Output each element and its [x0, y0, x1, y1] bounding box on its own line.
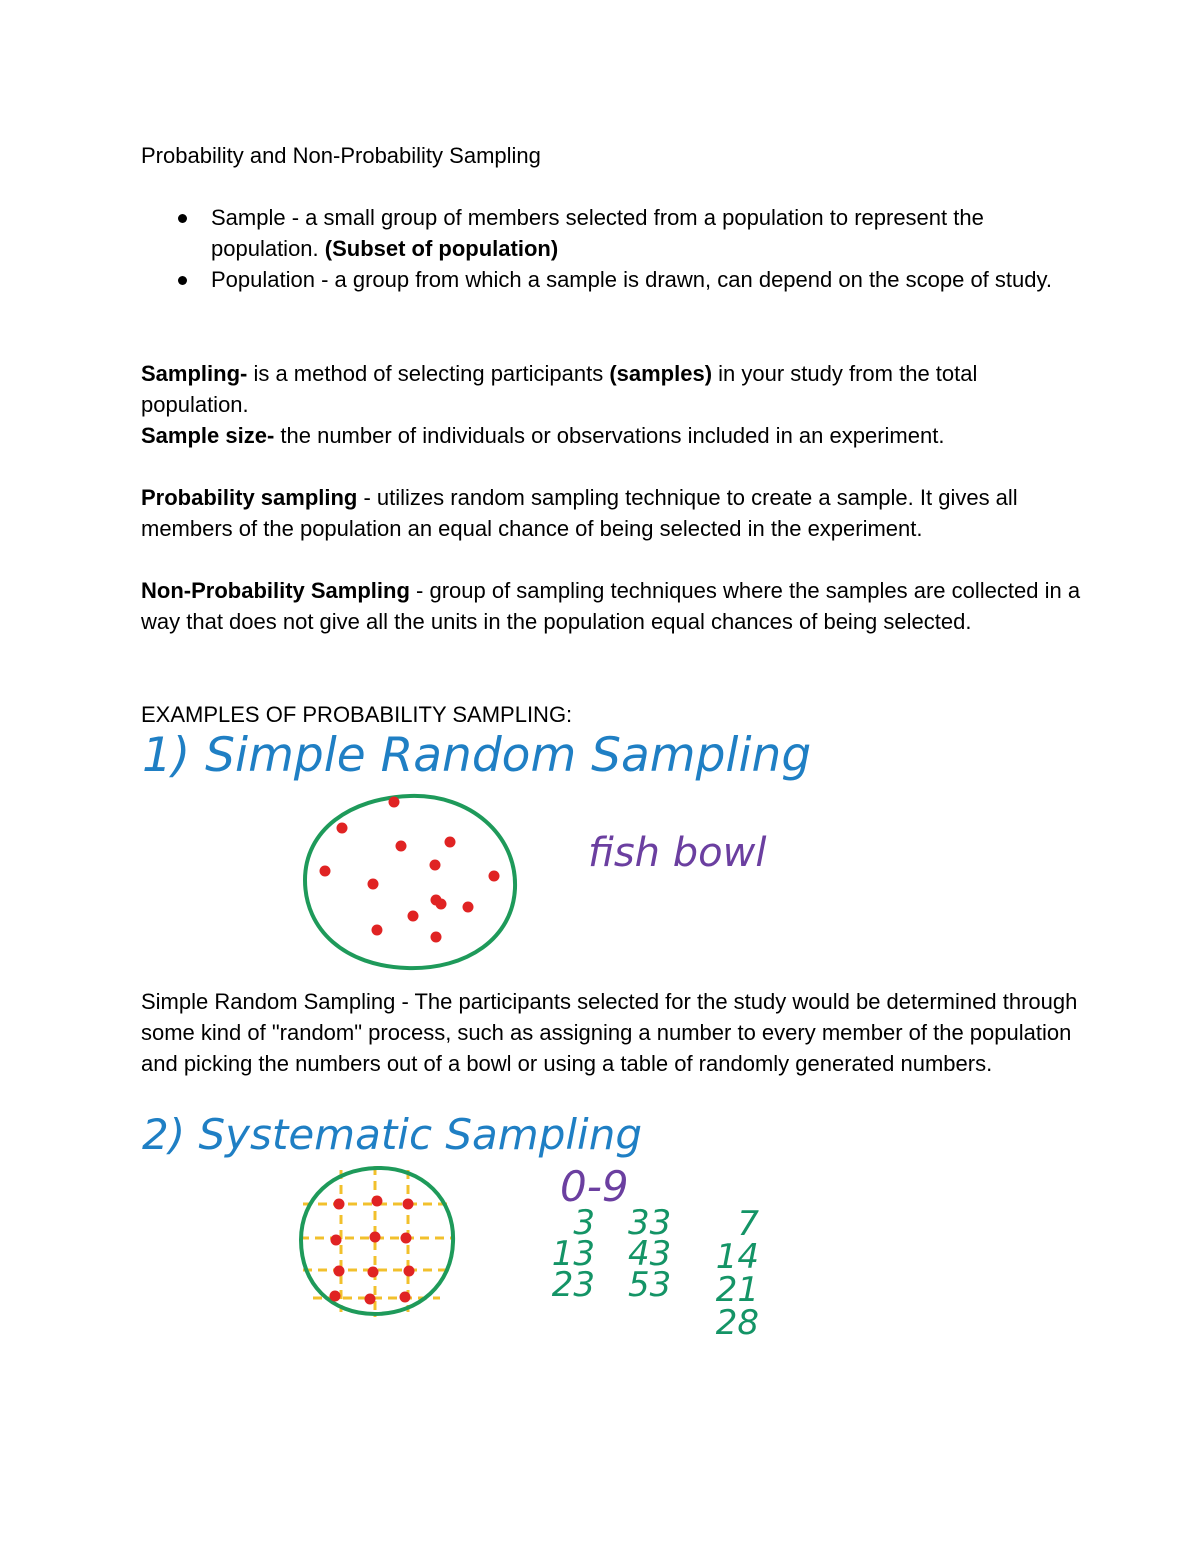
grid-dot — [404, 1266, 415, 1277]
sample-dot — [372, 925, 383, 936]
grid-dot — [334, 1199, 345, 1210]
grid-dot — [370, 1232, 381, 1243]
grid-dot — [403, 1199, 414, 1210]
bullet-sample — [141, 202, 1081, 264]
sample-dot — [431, 932, 442, 943]
number-item: 3 — [573, 1203, 595, 1243]
probability-sampling-definition — [141, 482, 1081, 544]
page-title: Probability and Non-Probability Sampling — [141, 143, 541, 168]
sample-dot — [389, 797, 400, 808]
sample-size-term: Sample size- — [141, 423, 275, 448]
bullet-sample-bold: (Subset of population) — [324, 236, 559, 261]
sample-size-definition — [141, 420, 1081, 451]
number-column-1 — [535, 1203, 595, 1305]
number-item: 23 — [551, 1265, 595, 1305]
probability-sampling-term: Probability sampling — [141, 485, 358, 510]
sampling-term: Sampling- — [141, 361, 248, 386]
range-label: 0-9 — [560, 1162, 629, 1211]
systematic-grid-diagram — [295, 1162, 460, 1322]
sample-dot — [489, 871, 500, 882]
number-item: 21 — [715, 1270, 759, 1310]
number-item: 7 — [737, 1204, 759, 1244]
sampling-definition — [141, 358, 1081, 420]
sampling-bold-samples: (samples) — [609, 361, 713, 386]
probability-sampling-text: - utilizes random sampling technique to create a sample. It gives all members of the population an equal chance of being selected in the experiment. — [141, 485, 1018, 541]
number-item: 14 — [715, 1237, 759, 1277]
sampling-text-2: in your study from the total population. — [141, 361, 978, 417]
grid-dot — [368, 1267, 379, 1278]
sample-dot — [430, 860, 441, 871]
sample-dot — [320, 866, 331, 877]
simple-random-heading: 1) Simple Random Sampling — [142, 728, 812, 783]
sample-dot — [436, 899, 447, 910]
grid-dot — [330, 1291, 341, 1302]
number-column-3 — [714, 1204, 759, 1343]
sample-dot — [396, 841, 407, 852]
number-item: 13 — [551, 1234, 595, 1274]
bullet-sample-text: Sample - a small group of members selected from a population to represent the population. — [211, 205, 984, 261]
sample-dot — [368, 879, 379, 890]
grid-dot — [401, 1233, 412, 1244]
bullet-population-text: Population - a group from which a sample is drawn, can depend on the scope of study. — [211, 267, 1052, 292]
grid-dot — [331, 1235, 342, 1246]
fish-bowl-diagram — [295, 790, 525, 975]
number-item: 53 — [628, 1265, 672, 1305]
sample-dot — [337, 823, 348, 834]
sample-dot — [463, 902, 474, 913]
bullet-population — [141, 264, 1081, 295]
grid-dot — [365, 1294, 376, 1305]
number-item: 33 — [628, 1203, 672, 1243]
sampling-text-1: is a method of selecting participants — [247, 361, 610, 386]
non-probability-sampling-term: Non-Probability Sampling — [141, 578, 410, 603]
non-probability-sampling-definition — [141, 575, 1081, 637]
non-probability-sampling-text: - group of sampling techniques where the samples are collected in a way that does not give all the units in the population equal chances of being selected. — [141, 578, 1081, 634]
grid-dot — [372, 1196, 383, 1207]
sample-dot — [445, 837, 456, 848]
systematic-heading: 2) Systematic Sampling — [142, 1110, 642, 1159]
bullet-icon — [178, 214, 187, 223]
definition-bullet-list — [141, 202, 1081, 295]
sample-dot — [408, 911, 419, 922]
fish-bowl-label: fish bowl — [588, 830, 767, 876]
number-item: 28 — [715, 1303, 759, 1343]
examples-heading: EXAMPLES OF PROBABILITY SAMPLING: — [141, 702, 573, 727]
number-column-2 — [628, 1203, 672, 1305]
simple-random-description: Simple Random Sampling - The participants selected for the study would be determined through some kind of "random" process, such as assigning a number to every member of the population and picking the numbers out of a bowl or using a table of randomly generated numbers. — [141, 989, 1078, 1076]
bullet-icon — [178, 276, 187, 285]
grid-dot — [400, 1292, 411, 1303]
grid-dot — [334, 1266, 345, 1277]
number-item: 43 — [628, 1234, 672, 1274]
bowl-circle — [305, 796, 515, 968]
sample-size-text: the number of individuals or observations included in an experiment. — [274, 423, 945, 448]
